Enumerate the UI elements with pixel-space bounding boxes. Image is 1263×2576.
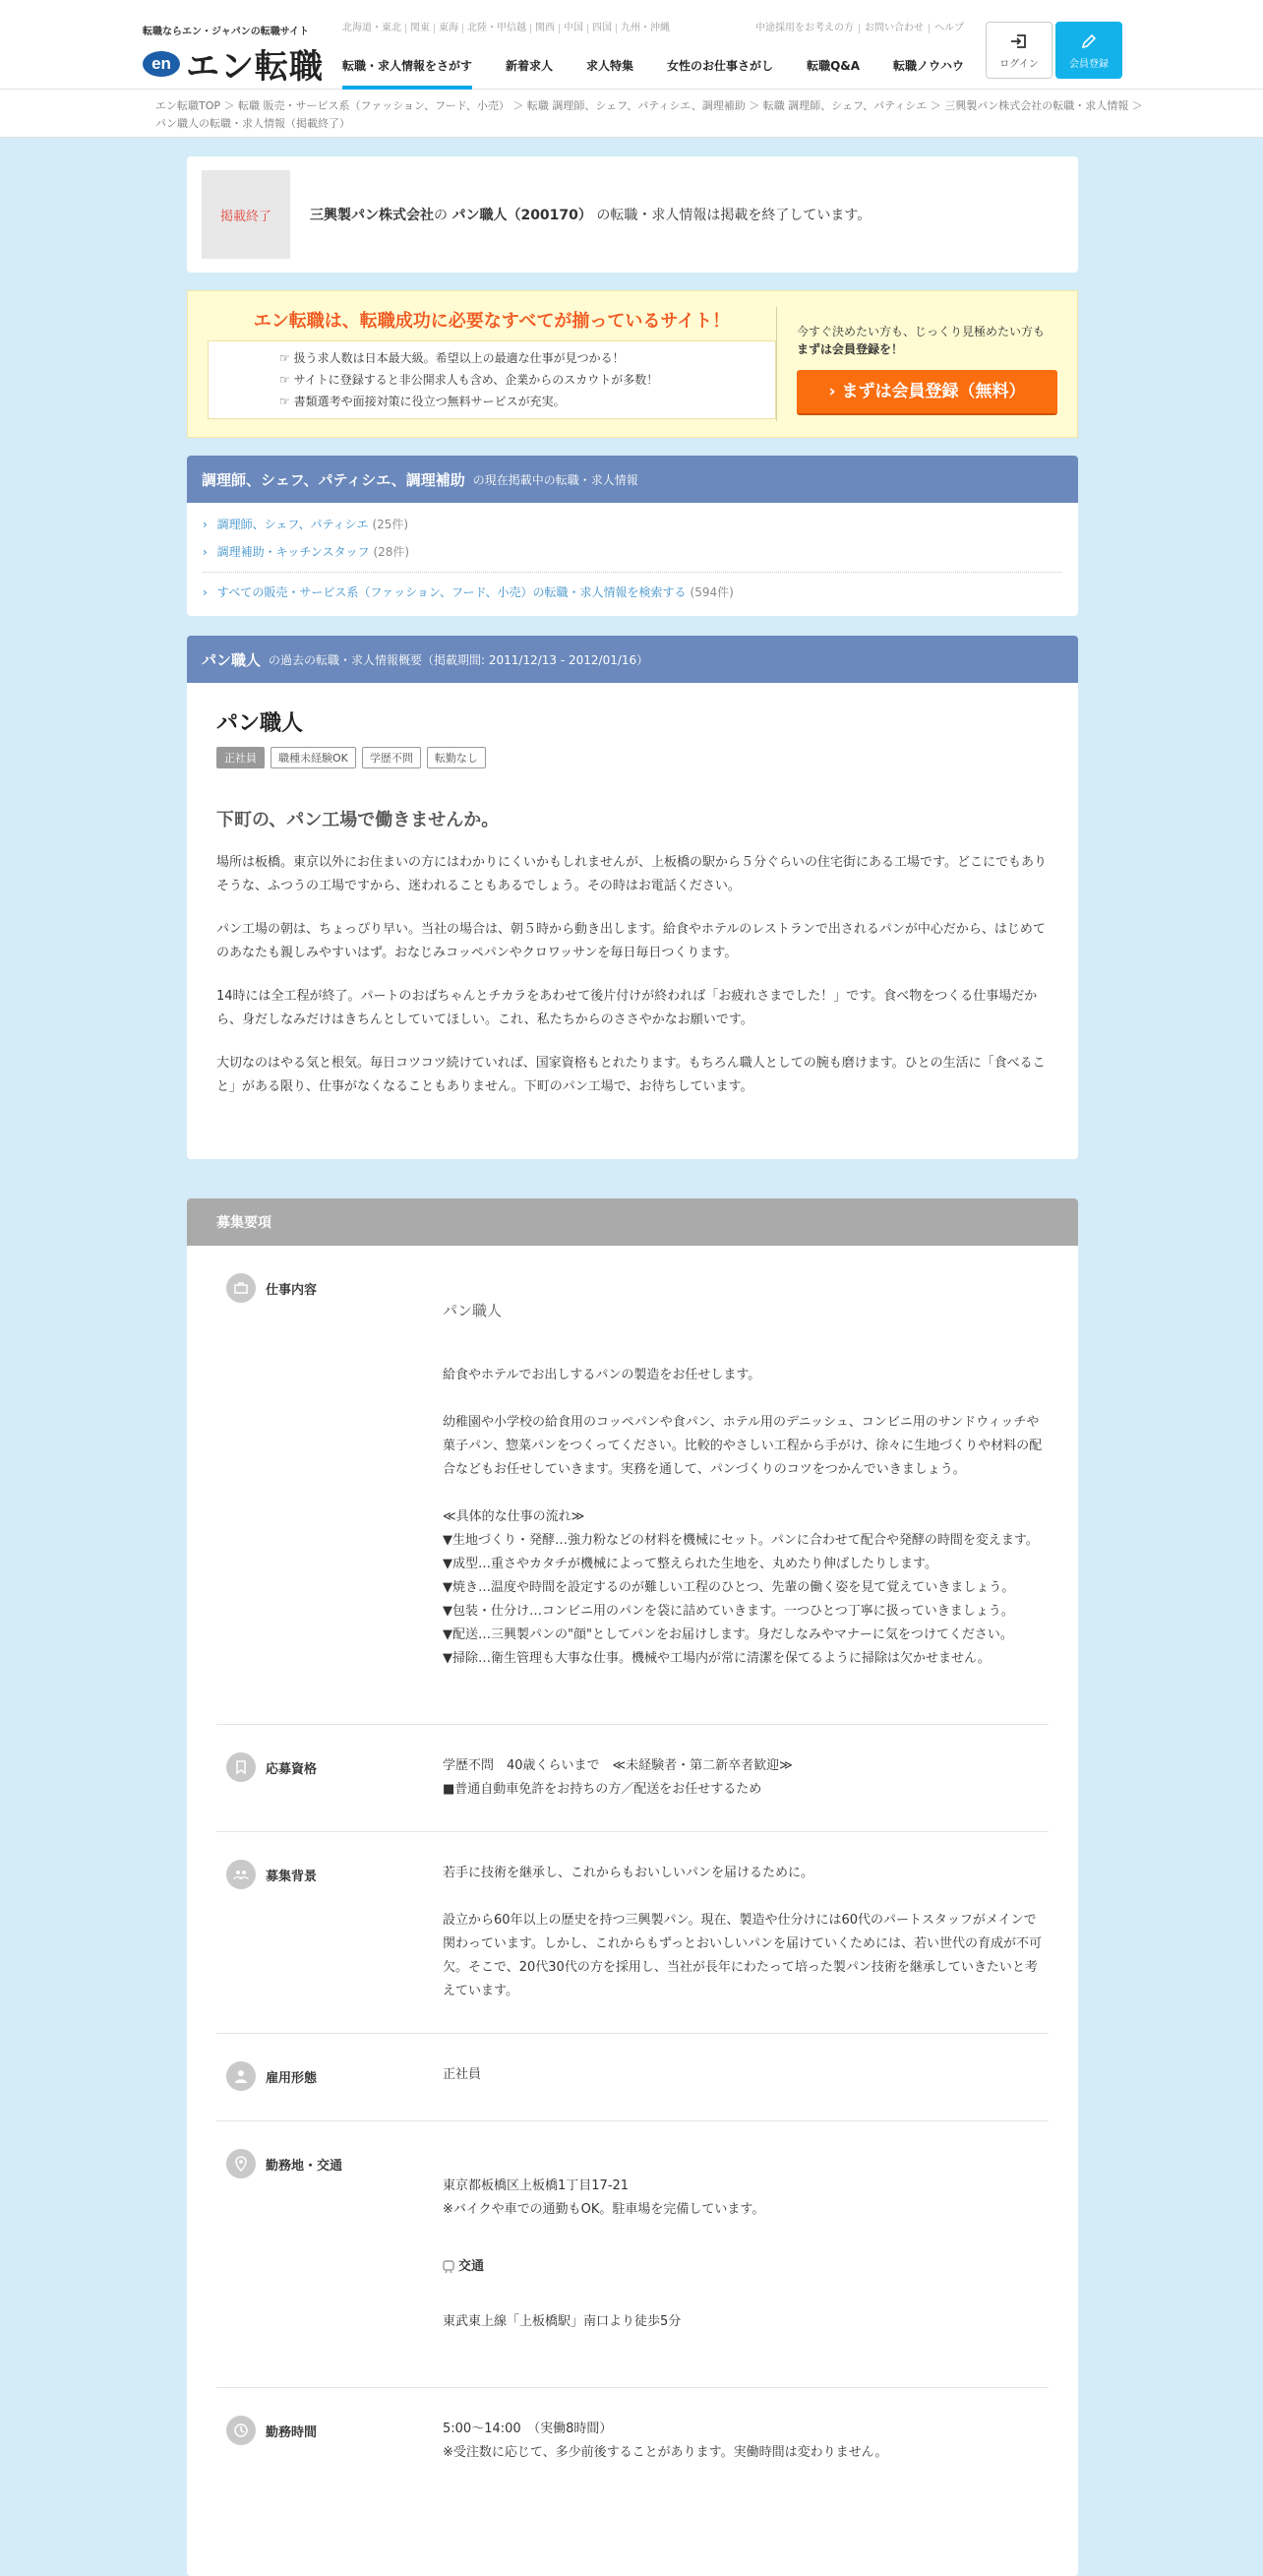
req-text: 東京都板橋区上板橋1丁目17-21 ※バイクや車での通勤もOK。駐車場を完備しています。 — [443, 2178, 765, 2217]
req-row-location — [216, 2121, 1049, 2388]
region-link[interactable]: 北陸・甲信越 — [463, 24, 531, 33]
signup-label: 会員登録 — [1069, 58, 1109, 70]
login-label: ログイン — [999, 58, 1039, 70]
people-icon — [226, 1860, 256, 1889]
category-subtitle: の現在掲載中の転職・求人情報 — [472, 472, 638, 487]
past-job-period: の過去の転職・求人情報概要（掲載期間: 2011/12/13 - 2012/01/16） — [269, 652, 649, 667]
job-paragraph: 14時には全工程が終了。パートのおばちゃんとチカラをあわせて後片付けが終われば「お疲れさまでした！」です。食べ物をつくる仕事場だから、身だしなみだけはきちんとしていてほしい。これ、私たちからのささやかなお願いです。 — [216, 989, 1038, 1027]
req-row-qualification — [216, 1725, 1049, 1832]
train-icon — [443, 2260, 454, 2274]
req-label — [216, 1860, 443, 2003]
promo-side-strong: まずは会員登録を！ — [797, 342, 904, 356]
ended-suffix: の転職・求人情報は掲載を終了しています。 — [596, 208, 872, 223]
category-link-label[interactable]: 調理補助・キッチンスタッフ — [216, 545, 370, 559]
tag-no-experience: 職種未経験OK — [271, 747, 356, 768]
req-label-text: 勤務時間 — [266, 2425, 318, 2440]
nav-search-jobs[interactable]: 転職・求人情報をさがす — [342, 57, 472, 90]
req-label — [216, 2061, 443, 2091]
transport-heading — [443, 2255, 1049, 2279]
company-name: 三興製パン株式会社 — [310, 208, 434, 223]
briefcase-icon — [226, 1273, 256, 1303]
req-label-text: 募集背景 — [266, 1870, 318, 1884]
help-link[interactable]: ヘルプ — [934, 23, 964, 33]
req-value — [443, 1273, 1049, 1694]
logo-text: エン転職 — [186, 47, 324, 87]
ended-badge: 掲載終了 — [202, 170, 290, 259]
req-label — [216, 2149, 443, 2358]
listing-ended-notice — [187, 156, 1078, 273]
past-job-box — [187, 636, 1078, 1159]
requirements-header: 募集要項 — [187, 1198, 1078, 1246]
nav-knowhow[interactable]: 転職ノウハウ — [893, 59, 965, 73]
bookmark-icon — [226, 1752, 256, 1782]
job-paragraph: パン工場の朝は、ちょっぴり早い。当社の場合は、朝５時から動き出します。給食やホテルのレストランで出されるパンが中心だから、はじめてのあなたも親しみやすいはず。おなじみコッペパンやクロワッサンを毎日毎日つくります。 — [216, 922, 1046, 960]
promo-side-text: 今すぐ決めたい方も、じっくり見極めたい方も — [797, 325, 1046, 338]
transport-label: 交通 — [458, 2259, 485, 2274]
divider — [203, 572, 1062, 573]
req-row-background — [216, 1832, 1049, 2034]
req-row-job-content — [216, 1246, 1049, 1725]
logo-mark: en — [143, 51, 180, 77]
contact-link[interactable]: お問い合わせ — [860, 24, 930, 33]
promo-points — [208, 340, 776, 419]
breadcrumb — [0, 90, 1263, 138]
category-link — [203, 538, 1062, 566]
category-link-label[interactable]: 調理師、シェフ、パティシエ — [216, 518, 369, 531]
tag-no-relocation: 転勤なし — [427, 747, 486, 768]
req-label — [216, 1752, 443, 1802]
site-header — [0, 0, 1263, 90]
category-header — [187, 456, 1078, 503]
job-catchcopy: 下町の、パン工場で働きませんか。 — [216, 810, 500, 830]
req-row-employment — [216, 2034, 1049, 2121]
req-label-text: 仕事内容 — [266, 1283, 318, 1298]
login-button[interactable] — [986, 22, 1052, 79]
employer-link[interactable]: 中途採用をお考えの方 — [755, 24, 860, 33]
req-label-text: 雇用形態 — [266, 2071, 318, 2086]
category-link — [203, 511, 1062, 538]
site-tagline: 転職ならエン・ジャパンの転職サイト — [143, 27, 310, 37]
req-label — [216, 2416, 443, 2465]
map-pin-icon — [226, 2149, 256, 2178]
promo-left — [188, 291, 776, 437]
req-text: 給食やホテルでお出しするパンの製造をお任せします。 幼稚園や小学校の給食用のコッペパンや食パン、ホテル用のデニッシュ、コンビニ用のサンドウィッチや菓子パン、惣菜パンをつくってください。比較的やさしい工程から手がけ、徐々に生地づくりや材料の配合などもお任せしていきます。実務を通して、パンづくりのコツをつかんでいきましょう。 ≪具体的な仕事の流れ≫ ▼生地づくり・発酵…強力粉などの材料を機械にセット。パンに合わせて配合や発酵の時間を変えます。 ▼成型…重さやカタチが機械によって整えられた生地を、丸めたり伸ばしたりします。 ▼焼き…温度や時間を設定するのが難しい工程のひとつ、先輩の働く姿を見て覚えていきましょう。 ▼包装・仕分け…コンビニ用のパンを袋に詰めていきます。一つひとつ丁寧に扱っていきましょう。 ▼配送…三興製パンの"顔"としてパンをお届けします。身だしなみやマナーに気をつけてください。 ▼掃除…衛生管理も大事な仕事。機械や工場内が常に清潔を保てるように掃除は欠かせません。 — [443, 1368, 1043, 1666]
category-link-count: (25件) — [372, 518, 409, 531]
clock-icon — [226, 2416, 256, 2445]
req-value: 若手に技術を継承し、これからもおいしいパンを届けるために。 設立から60年以上の歴史を持つ三興製パン。現在、製造や仕分けには60代のパートスタッフがメインで関わっています。しかし、これからもずっとおいしいパンを届けていくためには、若い世代の育成が不可欠。そこで、20代30代の方を採用し、当社が長年にわたって培った製パン技術を継承していきたいと考えています。 — [443, 1866, 1043, 1998]
person-icon — [226, 2061, 256, 2091]
job-name: パン職人（200170） — [451, 208, 592, 223]
req-label-text: 応募資格 — [266, 1762, 318, 1777]
past-job-header — [187, 636, 1078, 683]
ended-mid: の — [434, 208, 448, 223]
region-link[interactable]: 中国 — [560, 24, 588, 33]
region-link[interactable]: 東海 — [435, 24, 463, 33]
tag-fulltime: 正社員 — [216, 747, 265, 768]
nav-women-jobs[interactable]: 女性のお仕事さがし — [667, 59, 774, 73]
nav-new-jobs[interactable]: 新着求人 — [506, 59, 554, 73]
job-title: パン職人 — [216, 711, 304, 736]
past-job-body — [187, 683, 1078, 1115]
main-content — [187, 156, 1078, 2576]
promo-point: ☞ 扱う求人数は日本最大級。希望以上の最適な仕事が見つかる！ — [279, 347, 775, 369]
region-link[interactable]: 九州・沖縄 — [621, 23, 670, 33]
nav-qa[interactable]: 転職Q&A — [807, 59, 861, 73]
category-title: 調理師、シェフ、パティシエ、調理補助 — [202, 470, 465, 489]
category-body — [187, 503, 1078, 616]
category-box — [187, 456, 1078, 616]
transport-text: 東武東上線「上板橋駅」南口より徒歩5分 — [443, 2314, 682, 2329]
requirements-box — [187, 1198, 1078, 2576]
req-value: 学歴不問 40歳くらいまで ≪未経験者・第二新卒者歓迎≫ ■普通自動車免許をお持ちの方／配送をお任せするため — [443, 1758, 793, 1797]
req-label-text: 勤務地・交通 — [266, 2159, 343, 2174]
region-link[interactable]: 関西 — [531, 24, 560, 33]
tag-no-education: 学歴不問 — [362, 747, 421, 768]
job-paragraph: 大切なのはやる気と根気。毎日コツコツ続けていれば、国家資格もとれたります。もちろん職人としての腕も磨けます。ひとの生活に「食べること」がある限り、仕事がなくなることもありません。下町のパン工場で、お待ちしています。 — [216, 1056, 1046, 1094]
req-label — [216, 1273, 443, 1694]
region-link[interactable]: 北海道・東北 — [342, 24, 406, 33]
promo-point: ☞ 書類選考や面接対策に役立つ無料サービスが充実。 — [279, 391, 775, 412]
category-all-link — [203, 579, 1062, 606]
register-cta-button[interactable]: › まずは会員登録（無料） — [797, 370, 1057, 415]
login-icon — [1009, 31, 1029, 51]
promo-banner — [187, 290, 1078, 438]
utility-links — [755, 24, 969, 33]
past-job-header-title: パン職人 — [202, 650, 262, 669]
req-row-hours — [216, 2388, 1049, 2494]
pencil-icon — [1079, 31, 1099, 51]
global-nav — [342, 57, 997, 90]
job-tags — [216, 747, 1049, 768]
category-all-count: (594件) — [690, 585, 734, 599]
region-links — [342, 24, 674, 33]
req-headline: パン職人 — [443, 1302, 503, 1319]
category-link-count: (28件) — [373, 545, 410, 559]
ended-message — [310, 205, 871, 224]
job-paragraph: 場所は板橋。東京以外にお住まいの方にはわかりにくいかもしれませんが、上板橋の駅から５分ぐらいの住宅街にある工場です。どこにでもありそうな、ふつうの工場ですから、迷われることもあるでしょう。その時はお電話ください。 — [216, 855, 1047, 893]
site-logo[interactable] — [143, 39, 324, 88]
req-value: 正社員 — [443, 2067, 482, 2082]
promo-right — [777, 291, 1077, 437]
nav-features[interactable]: 求人特集 — [586, 59, 634, 73]
req-value: 5:00～14:00 （実働8時間） ※受注数に応じて、多少前後することがあります。実働時間は変わりません。 — [443, 2422, 888, 2460]
region-link[interactable]: 関東 — [406, 24, 435, 33]
breadcrumb-text[interactable]: エン転職TOP ＞ 転職 販売・サービス系（ファッション、フード、小売） ＞ 転職 調理師、シェフ、パティシエ、調理補助 ＞ 転職 調理師、シェフ、パティシエ ＞ 三興製パン株式会社の転職・求人情報 ＞ パン職人の転職・求人情報（掲載終了） — [155, 99, 1143, 130]
promo-point: ☞ サイトに登録すると非公開求人も含め、企業からのスカウトが多数！ — [279, 369, 775, 391]
req-value — [443, 2149, 1049, 2358]
region-link[interactable]: 四国 — [588, 24, 617, 33]
category-all-label[interactable]: すべての販売・サービス系（ファッション、フード、小売）の転職・求人情報を検索する — [216, 585, 687, 599]
signup-button[interactable] — [1055, 22, 1122, 79]
promo-title: エン転職は、転職成功に必要なすべてが揃っているサイト！ — [253, 311, 731, 332]
